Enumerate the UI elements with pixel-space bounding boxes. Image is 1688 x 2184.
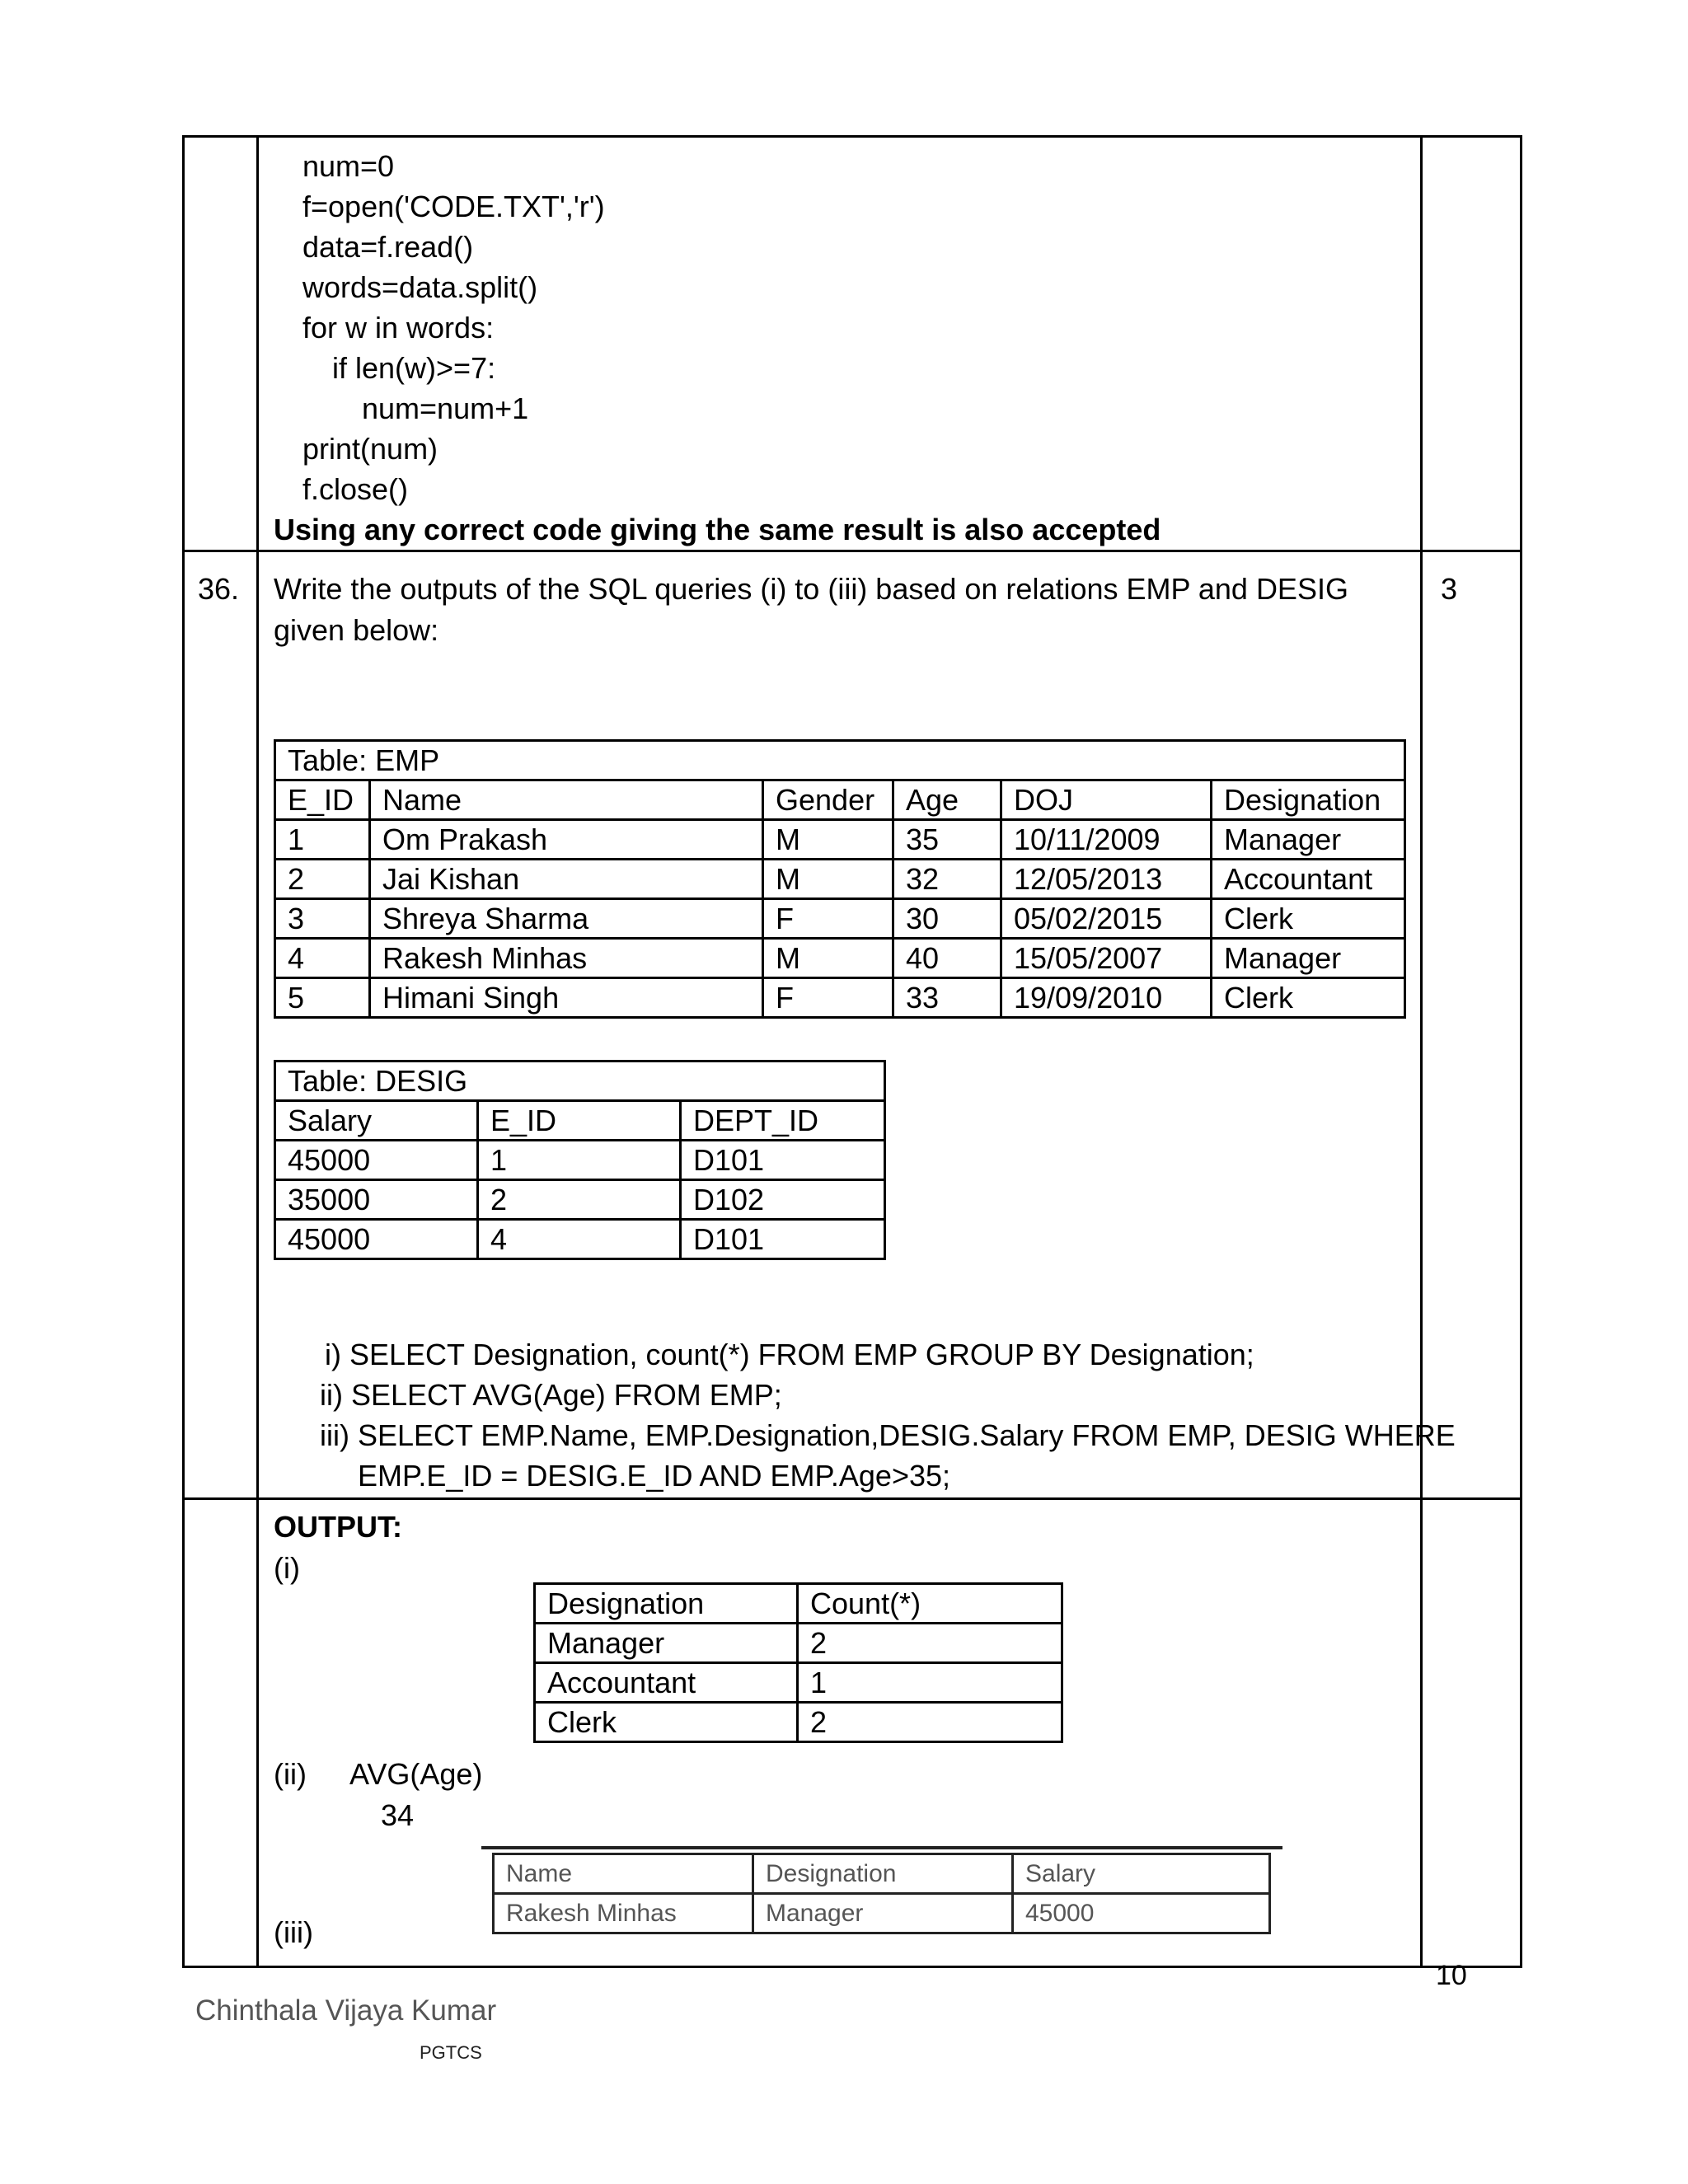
table-header-cell: Age (893, 780, 1001, 820)
table-header-cell: Salary (275, 1101, 478, 1141)
table-cell: M (763, 939, 893, 978)
code-line: for w in words: (302, 311, 495, 344)
avg-age-value: 34 (381, 1798, 415, 1832)
table-cell: 2 (798, 1624, 1062, 1663)
table-header-cell: Designation (1212, 780, 1405, 820)
question-body-cell (258, 551, 1456, 1499)
table-cell: 10/11/2009 (1001, 820, 1212, 860)
table-cell: Manager (753, 1894, 1013, 1933)
table-cell: M (763, 860, 893, 899)
output-label-ii: (ii) (274, 1757, 307, 1791)
question-row (184, 551, 1522, 1499)
table-row (535, 1624, 1062, 1663)
table-cell: 2 (275, 860, 370, 899)
table-cell: Rakesh Minhas (370, 939, 763, 978)
table-row (275, 939, 1405, 978)
query-iii: iii) SELECT EMP.Name, EMP.Designation,DESIG.Salary FROM EMP, DESIG WHERE (320, 1418, 1456, 1452)
table-cell: 05/02/2015 (1001, 899, 1212, 939)
table-header-cell: Salary (1013, 1854, 1270, 1894)
question-marks-cell (1422, 551, 1522, 1499)
code-row-number-cell (184, 137, 258, 551)
table-cell: 40 (893, 939, 1001, 978)
table-header-cell: Gender (763, 780, 893, 820)
table-header-row (275, 780, 1405, 820)
table-header-row (535, 1584, 1062, 1624)
output-section (259, 1500, 1420, 1966)
table-header-cell: Designation (535, 1584, 798, 1624)
table-cell: F (763, 978, 893, 1018)
result-iii-top-rule (481, 1846, 1282, 1849)
code-line: f=open('CODE.TXT','r') (302, 190, 605, 223)
code-note: Using any correct code giving the same result is also accepted (274, 513, 1161, 546)
table-cell: Manager (1212, 939, 1405, 978)
table-header-cell: DOJ (1001, 780, 1212, 820)
question-number: 36. (198, 572, 240, 606)
table-cell: Clerk (1212, 899, 1405, 939)
footer-author: Chinthala Vijaya Kumar (195, 1994, 497, 2027)
table-cell: Shreya Sharma (370, 899, 763, 939)
table-cell: 45000 (1013, 1894, 1270, 1933)
query-i: i) SELECT Designation, count(*) FROM EMP GROUP BY Designation; (325, 1338, 1254, 1371)
table-cell: 32 (893, 860, 1001, 899)
table-cell: M (763, 820, 893, 860)
question-number-cell (184, 551, 258, 1499)
table-row (275, 1141, 885, 1180)
table-cell: D101 (681, 1141, 885, 1180)
table-cell: Manager (1212, 820, 1405, 860)
avg-age-header: AVG(Age) (349, 1757, 483, 1791)
table-cell: 1 (275, 820, 370, 860)
table-row (275, 820, 1405, 860)
table-cell: 2 (798, 1703, 1062, 1742)
table-cell: Clerk (535, 1703, 798, 1742)
code-line: f.close() (302, 472, 409, 506)
table-cell: Manager (535, 1624, 798, 1663)
table-header-row (494, 1854, 1270, 1894)
output-label-iii: (iii) (274, 1915, 313, 1949)
table-row (275, 978, 1405, 1018)
table-header-cell: E_ID (478, 1101, 681, 1141)
table-cell: 5 (275, 978, 370, 1018)
code-line: num=0 (302, 149, 395, 183)
table-cell: 15/05/2007 (1001, 939, 1212, 978)
output-marks-cell (1422, 1499, 1522, 1967)
code-row-body-cell (258, 137, 1422, 551)
result-iii-table (492, 1853, 1271, 1934)
desig-table-caption: Table: DESIG (275, 1062, 885, 1101)
question-body (259, 552, 1456, 1497)
table-cell: 4 (275, 939, 370, 978)
table-cell: 1 (478, 1141, 681, 1180)
code-row (184, 137, 1522, 551)
table-cell: 30 (893, 899, 1001, 939)
table-cell: Om Prakash (370, 820, 763, 860)
answer-key-table (182, 135, 1522, 1968)
table-row (494, 1894, 1270, 1933)
footer-department: PGTCS (420, 2042, 482, 2063)
table-header-cell: Name (370, 780, 763, 820)
table-cell: F (763, 899, 893, 939)
emp-table-caption: Table: EMP (275, 741, 1405, 780)
output-title: OUTPUT: (274, 1510, 402, 1544)
code-line: if len(w)>=7: (332, 351, 496, 385)
table-cell: 12/05/2013 (1001, 860, 1212, 899)
table-cell: D101 (681, 1220, 885, 1259)
table-cell: Rakesh Minhas (494, 1894, 753, 1933)
output-body-cell (258, 1499, 1422, 1967)
table-cell: 33 (893, 978, 1001, 1018)
table-header-cell: Name (494, 1854, 753, 1894)
table-row (535, 1703, 1062, 1742)
table-header-cell: Count(*) (798, 1584, 1062, 1624)
table-cell: 2 (478, 1180, 681, 1220)
code-line: words=data.split() (302, 270, 538, 304)
table-caption-row (275, 1062, 885, 1101)
table-caption-row (275, 741, 1405, 780)
output-label-i: (i) (274, 1551, 300, 1585)
table-cell: 35000 (275, 1180, 478, 1220)
table-cell: Himani Singh (370, 978, 763, 1018)
table-cell: Accountant (535, 1663, 798, 1703)
table-row (535, 1663, 1062, 1703)
table-header-row (275, 1101, 885, 1141)
table-row (275, 1180, 885, 1220)
result-i-table (533, 1582, 1063, 1743)
question-text: Write the outputs of the SQL queries (i) to (iii) based on relations EMP and DESIG given below: (274, 572, 1348, 647)
code-block (259, 138, 1420, 509)
page-number: 10 (1436, 1960, 1467, 1991)
emp-table (274, 739, 1406, 1019)
desig-table (274, 1060, 886, 1260)
table-row (275, 860, 1405, 899)
table-cell: 19/09/2010 (1001, 978, 1212, 1018)
code-line: data=f.read() (302, 230, 474, 264)
table-cell: 4 (478, 1220, 681, 1259)
table-cell: 45000 (275, 1141, 478, 1180)
table-header-cell: DEPT_ID (681, 1101, 885, 1141)
table-cell: Accountant (1212, 860, 1405, 899)
query-ii: ii) SELECT AVG(Age) FROM EMP; (320, 1378, 782, 1412)
table-header-cell: Designation (753, 1854, 1013, 1894)
output-number-cell (184, 1499, 258, 1967)
output-row (184, 1499, 1522, 1967)
table-row (275, 899, 1405, 939)
table-cell: Clerk (1212, 978, 1405, 1018)
table-cell: 1 (798, 1663, 1062, 1703)
table-header-cell: E_ID (275, 780, 370, 820)
code-row-marks-cell (1422, 137, 1522, 551)
table-cell: Jai Kishan (370, 860, 763, 899)
query-iii-continued: EMP.E_ID = DESIG.E_ID AND EMP.Age>35; (358, 1459, 951, 1493)
table-cell: 45000 (275, 1220, 478, 1259)
table-cell: 3 (275, 899, 370, 939)
code-line: num=num+1 (362, 391, 529, 425)
table-cell: 35 (893, 820, 1001, 860)
question-marks: 3 (1441, 572, 1458, 606)
sql-queries (274, 1334, 1456, 1497)
table-cell: D102 (681, 1180, 885, 1220)
code-line: print(num) (302, 432, 438, 466)
table-row (275, 1220, 885, 1259)
